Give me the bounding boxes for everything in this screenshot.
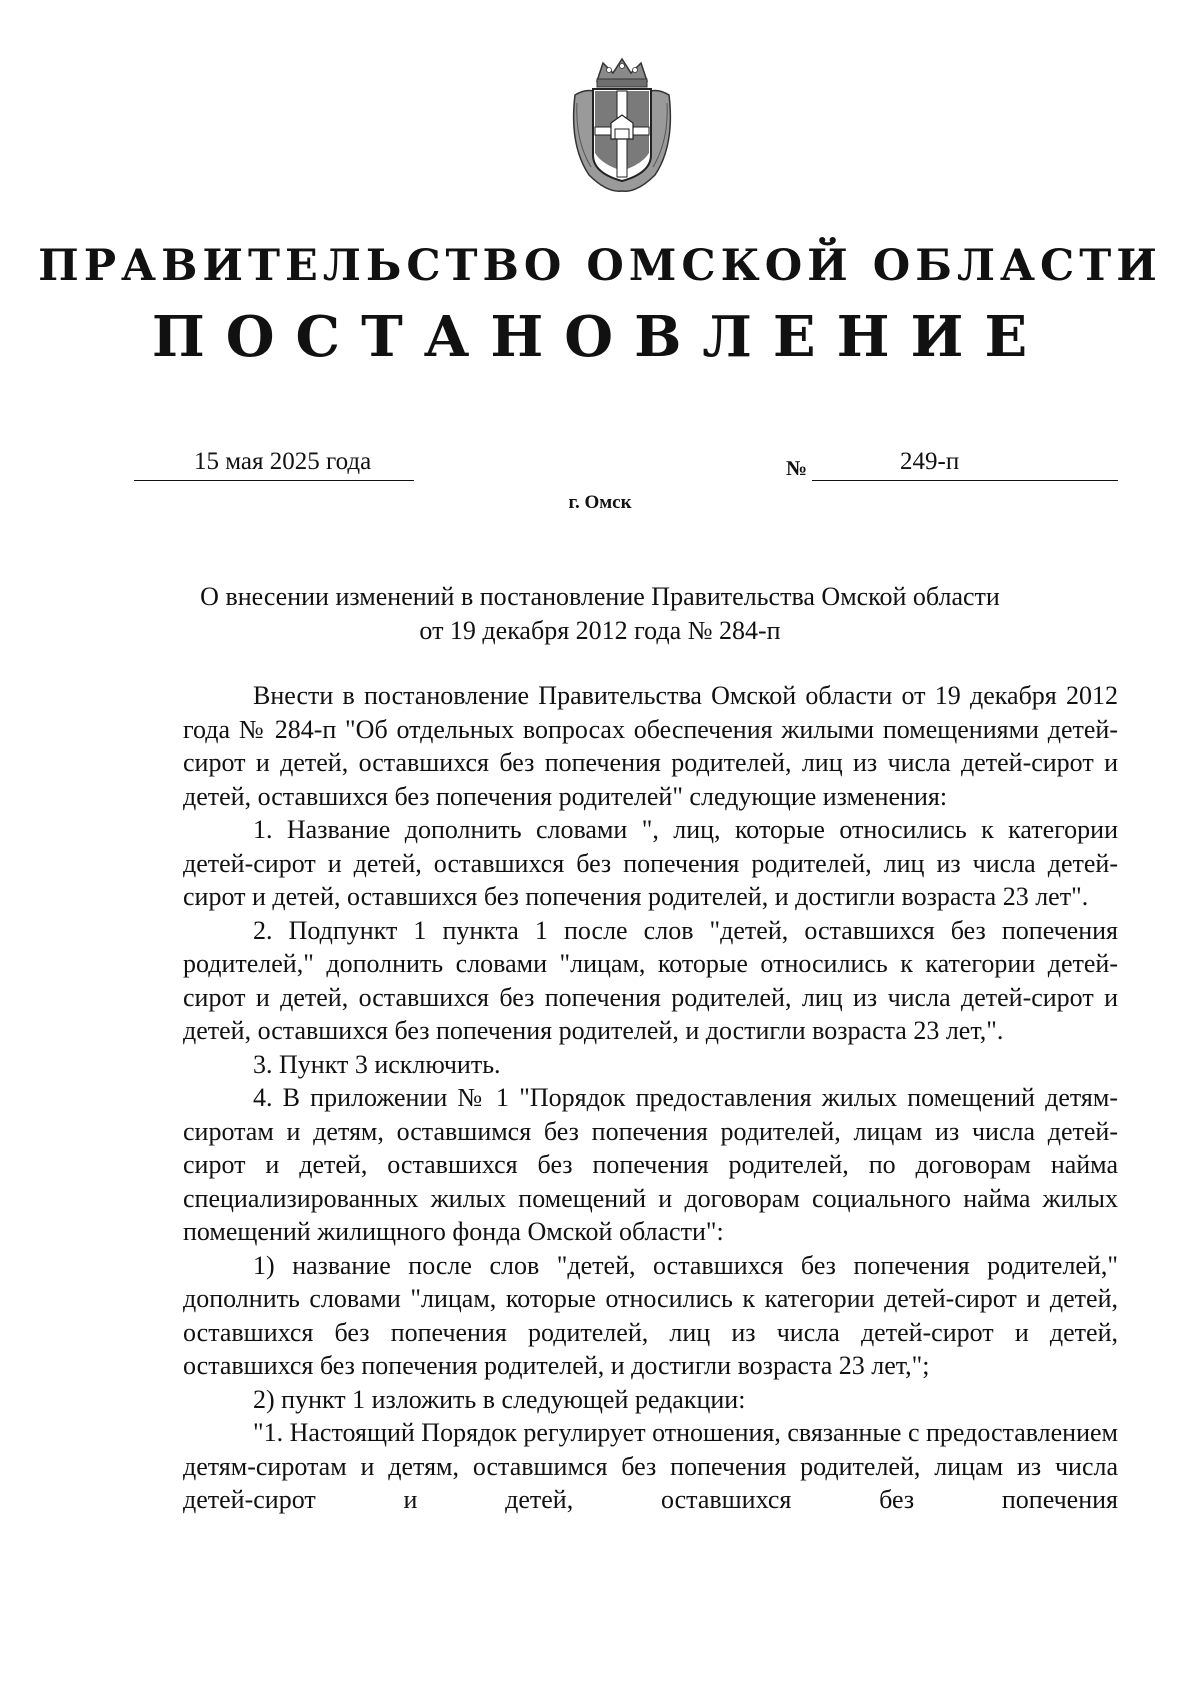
government-title: ПРАВИТЕЛЬСТВО ОМСКОЙ ОБЛАСТИ	[38, 241, 1162, 291]
paragraph-subitem-1: 1) название после слов "детей, оставшихся без попечения родителей," дополнить словами "лицам, которые относились к категории детей-сирот и детей, оставшихся без попечения родителей, лиц из числа детей-сирот и детей, оставшихся без попечения родителей, и достигли возраста 23 лет,";	[183, 1250, 1118, 1380]
paragraph-subitem-2: 2) пункт 1 изложить в следующей редакции:	[253, 1384, 746, 1414]
number-field	[812, 446, 1118, 481]
paragraph-item-3: 3. Пункт 3 исключить.	[253, 1049, 501, 1079]
paragraph-item-4: 4. В приложении № 1 "Порядок предоставления жилых помещений детям-сиротам и детям, оставшимся без попечения родителей, лицам из числа детей-сирот и детей, оставшихся без попечения родителей, по договорам найма специализированных жилых помещений и договорам социального найма жилых помещений жилищного фонда Омской области":	[183, 1083, 1118, 1246]
omsk-coat-of-arms-emblem	[567, 55, 677, 195]
document-number: 249-п	[900, 448, 960, 475]
document-date: 15 мая 2025 года	[194, 448, 372, 475]
document-type-heading: ПОСТАНОВЛЕНИЕ	[151, 304, 1049, 370]
paragraph-preamble: Внести в постановление Правительства Омской области от 19 декабря 2012 года № 284-п "Об отдельных вопросах обеспечения жилыми помещениями детей-сирот и детей, оставшихся без попечения родителей, лиц из числа детей-сирот и детей, оставшихся без попечения родителей" следующие изменения:	[183, 681, 1118, 811]
paragraph-quoted-clause: "1. Настоящий Порядок регулирует отношения, связанные с предоставлением детям-сиротам и детям, оставшимся без попечения родителей, лицам из числа детей-сирот и детей, оставшихся без попечения	[183, 1418, 1118, 1514]
paragraph-item-1: 1. Название дополнить словами ", лиц, которые относились к категории детей-сирот и детей, оставшихся без попечения родителей, лиц из числа детей-сирот и детей, оставшихся без попечения родителей, и достигли возраста 23 лет".	[183, 815, 1118, 911]
date-field	[134, 446, 414, 481]
number-sign: №	[786, 456, 808, 480]
subject-line-2: от 19 декабря 2012 года № 284-п	[419, 616, 781, 645]
document-subject	[0, 580, 1200, 648]
city-label: г. Омск	[568, 492, 632, 513]
paragraph-item-2: 2. Подпункт 1 пункта 1 после слов "детей, оставшихся без попечения родителей," дополнить словами "лицам, которые относились к категории детей-сирот и детей, оставшихся без попечения родителей, лиц из числа детей-сирот и детей, оставшихся без попечения родителей, и достигли возраста 23 лет,".	[183, 915, 1118, 1045]
subject-line-1: О внесении изменений в постановление Правительства Омской области	[200, 582, 1000, 611]
document-body	[183, 679, 1118, 1517]
